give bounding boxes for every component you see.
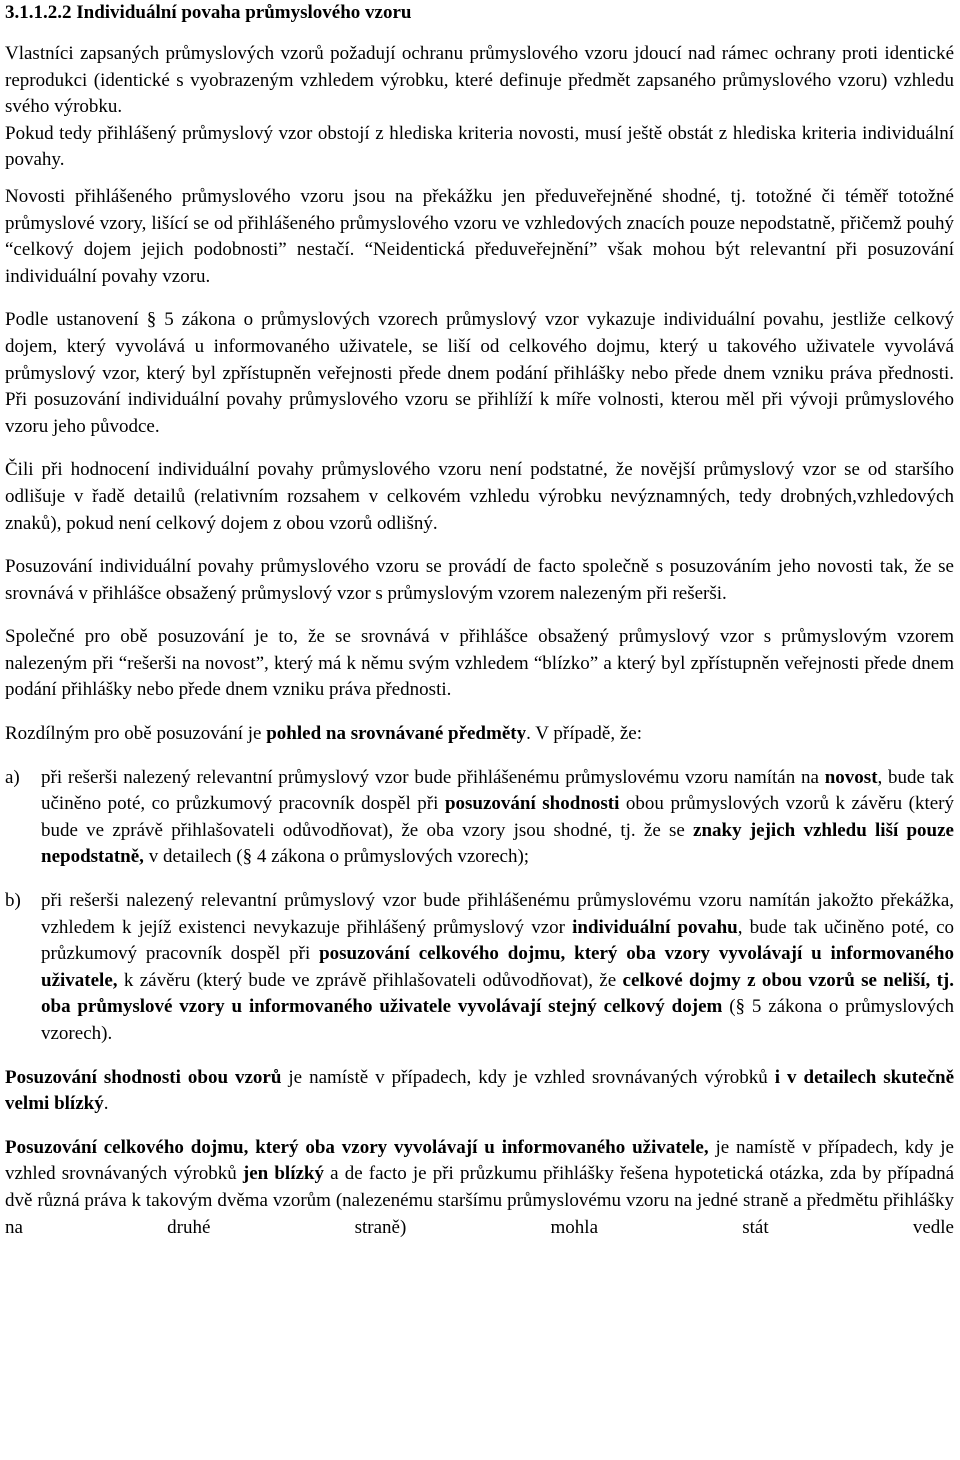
- bold-run: i v detailech skutečně velmi blízký: [5, 1066, 955, 1115]
- list-item-body: [41, 765, 954, 871]
- bold-run: Posuzování shodnosti obou vzorů: [5, 1066, 282, 1088]
- text-run: je namístě v případech, kdy je vzhled srovnávaných výrobků: [5, 1136, 954, 1185]
- list-item-a: [5, 765, 954, 871]
- paragraph-overall-impression: Čili při hodnocení individuální povahy průmyslového vzoru není podstatné, že novější průmyslový vzor se od staršího odlišuje v řadě detailů (relativním rozsahem v celkovém vzhledu výrobku nevýznamných, tedy drobných,vzhledových znaků), pokud není celkový dojem z obou vzorů odlišný.: [5, 459, 954, 534]
- text-run: . V případě, že:: [526, 723, 642, 745]
- text-run: a de facto je při průzkumu přihlášky řešena hypotetická otázka, zda by případná dvě různá práva k takovým dvěma vzorům (nalezenému staršímu průmyslovému vzoru na jedné straně a předmětu přihlášky na druhé straně) mohla stát vedle: [5, 1163, 954, 1238]
- paragraph-novelty-obstacles: Novosti přihlášeného průmyslového vzoru jsou na překážku jen předuveřejněné shodné, tj. totožné či téměř totožné průmyslové vzory, lišící se od přihlášeného průmyslového vzoru ve vzhledových znacích pouze nepodstatně, přičemž pouhý “celkový dojem jejich podobnosti” nestačí. “Neidentická předuveřejnění” však mohou být relevantní při posuzování individuální povahy vzoru.: [5, 185, 954, 287]
- text-run: v detailech (§ 4 zákona o průmyslových vzorech);: [143, 846, 530, 868]
- text-run: při rešerši nalezený relevantní průmyslový vzor bude přihlášenému průmyslovému vzoru namítán na: [41, 766, 825, 788]
- text-run: (§ 5 zákona o průmyslových vzorech).: [41, 996, 954, 1044]
- text-run: při rešerši nalezený relevantní průmyslový vzor bude přihlášenému průmyslovému vzoru namítán jakožto překážka, vzhledem k jejíž existenci nevykazuje přihlášený průmyslový vzor: [41, 890, 954, 938]
- list-marker: b): [5, 890, 21, 912]
- section-heading: 3.1.1.2.2 Individuální povaha průmyslového vzoru: [5, 2, 412, 23]
- paragraph-identity-assessment: [5, 1065, 954, 1118]
- bold-run: posuzování celkového dojmu, který oba vzory vyvolávají u informovaného uživatele,: [41, 943, 954, 991]
- text-run: je namístě v případech, kdy je vzhled srovnávaných výrobků: [281, 1066, 775, 1088]
- paragraph-legal-provision: Podle ustanovení § 5 zákona o průmyslových vzorech průmyslový vzor vykazuje individuální povahu, jestliže celkový dojem, který vyvolává u informovaného uživatele, se liší od celkového dojmu, který u takového uživatele vyvolává průmyslový vzor, který byl zpřístupněn veřejnosti přede dnem podání přihlášky nebo přede dnem vzniku práva přednosti. Při posuzování individuální povahy průmyslového vzoru se přihlíží k míře volnosti, kterou měl při vývoji průmyslového vzoru jeho původce.: [5, 309, 954, 437]
- bold-run: znaky jejich vzhledu liší pouze nepodstatně,: [41, 819, 954, 868]
- text-run: .: [103, 1093, 109, 1115]
- bold-run: celkové dojmy z obou vzorů se neliší, tj. oba průmyslové vzory u informovaného uživatele vyvolávají stejný celkový dojem: [41, 969, 954, 1018]
- text-run: k závěru (který bude ve zprávě přihlašovateli odůvodňovat), že: [117, 969, 623, 991]
- paragraph-overall-impression-assessment: [5, 1135, 954, 1241]
- bold-run: pohled na srovnávané předměty: [266, 723, 527, 745]
- bold-run: novost: [824, 766, 878, 788]
- paragraph-owners-protection: Vlastníci zapsaných průmyslových vzorů požadují ochranu průmyslového vzoru jdoucí nad rámec ochrany proti identické reprodukci (identické s vyobrazeným vzhledem výrobku, které definuje předmět zapsaného průmyslového vzoru) vzhledu svého výrobku.: [5, 43, 954, 118]
- bold-run: Posuzování celkového dojmu, který oba vzory vyvolávají u informovaného uživatele,: [5, 1136, 709, 1158]
- text-run: obou průmyslových vzorů k závěru (který bude ve zprávě přihlašovateli odůvodňovat), že oba vzory jsou shodné, tj. že se: [41, 793, 955, 841]
- bold-run: posuzování shodnosti: [444, 793, 620, 815]
- list-item-body: [41, 888, 954, 1048]
- paragraph-joint-assessment: Posuzování individuální povahy průmyslového vzoru se provádí de facto společně s posuzováním jeho novosti tak, že se srovnává v přihlášce obsažený průmyslový vzor s průmyslovým vzorem nalezeným při rešerši.: [5, 556, 954, 604]
- text-run: Rozdílným pro obě posuzování je: [5, 723, 267, 745]
- bold-run: individuální povahu: [572, 916, 738, 938]
- list-marker: a): [5, 766, 20, 788]
- list-item-b: [5, 888, 954, 1048]
- paragraph-common-to-both: Společné pro obě posuzování je to, že se srovnává v přihlášce obsažený průmyslový vzor s průmyslovým vzorem nalezeným při “rešerši na novost”, který má k němu svým vzhledem “blízko” a který byl zpřístupněn veřejnosti přede dnem podání přihlášky nebo přede dnem vzniku práva přednosti.: [5, 626, 954, 701]
- paragraph-novelty-then-individuality: Pokud tedy přihlášený průmyslový vzor obstojí z hlediska kriteria novosti, musí ještě obstát z hlediska kriteria individuální povahy.: [5, 122, 954, 171]
- paragraph-difference: [5, 721, 954, 748]
- bold-run: jen blízký: [242, 1163, 324, 1185]
- text-run: , bude tak učiněno poté, co průzkumový pracovník dospěl při: [41, 766, 954, 815]
- text-run: , bude tak učiněno poté, co průzkumový pracovník dospěl při: [41, 916, 955, 965]
